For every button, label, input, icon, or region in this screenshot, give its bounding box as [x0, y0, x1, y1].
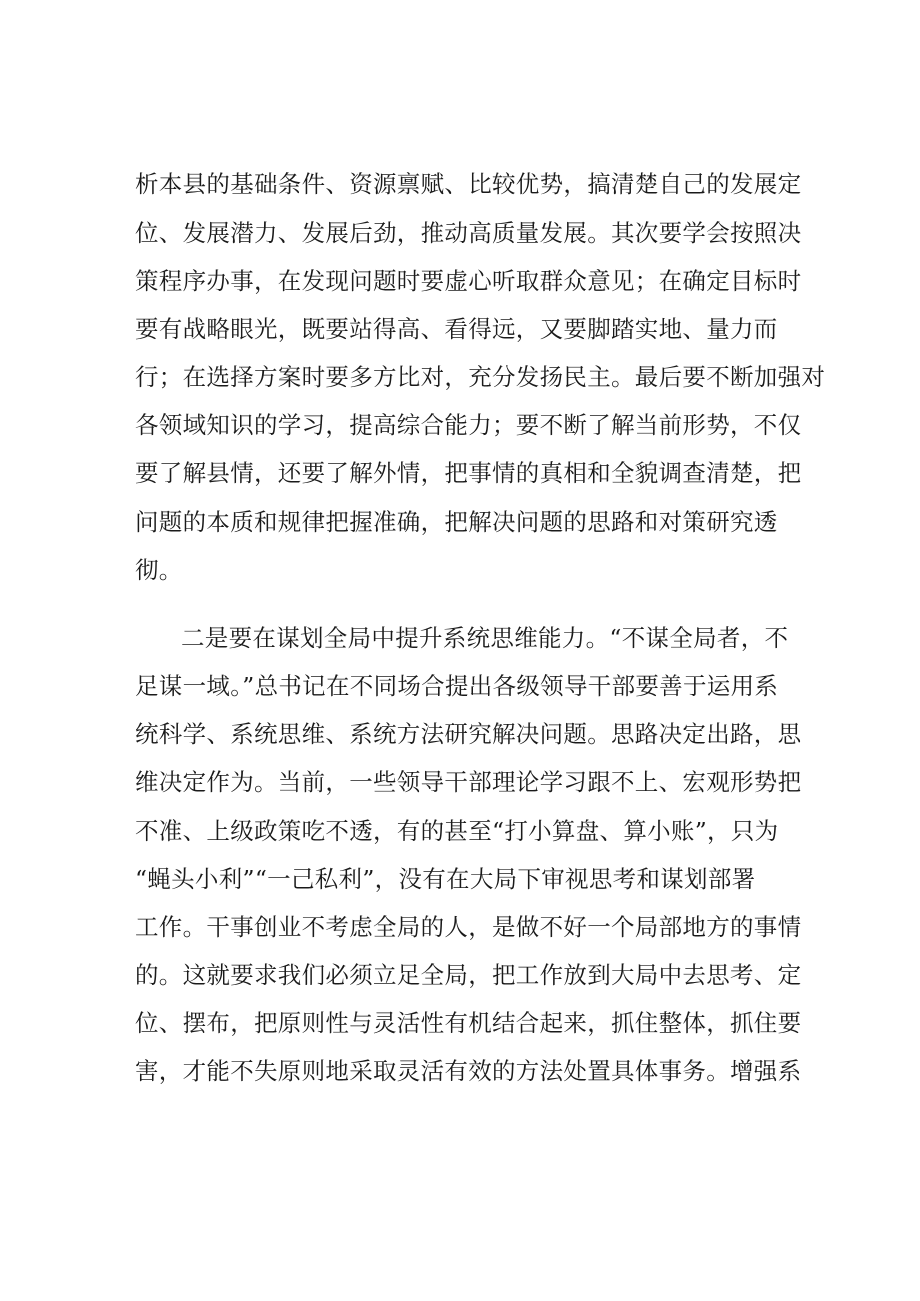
text-line: 维决定作为。当前，一些领导干部理论学习跟不上、宏观形势把 [135, 768, 802, 796]
text-line: 析本县的基础条件、资源禀赋、比较优势，搞清楚自己的发展定 [135, 170, 802, 198]
text-line: 工作。干事创业不考虑全局的人，是做不好一个局部地方的事情 [135, 913, 802, 941]
text-line: 问题的本质和规律把握准确，把解决问题的思路和对策研究透 [135, 508, 778, 536]
text-line: “蝇头小利”“一己私利”，没有在大局下审视思考和谋划部署 [135, 865, 756, 893]
text-line: 位、摆布，把原则性与灵活性有机结合起来，抓住整体，抓住要 [135, 1009, 802, 1037]
text-line: 策程序办事，在发现问题时要虚心听取群众意见；在确定目标时 [135, 267, 802, 295]
text-line: 不准、上级政策吃不透，有的甚至“打小算盘、算小账”，只为 [135, 817, 779, 845]
text-line: 要了解县情，还要了解外情，把事情的真相和全貌调查清楚，把 [135, 459, 802, 487]
text-line: 统科学、系统思维、系统方法研究解决问题。思路决定出路，思 [135, 720, 802, 748]
text-line: 足谋一域。”总书记在不同场合提出各级领导干部要善于运用系 [135, 672, 779, 700]
text-line: 的。这就要求我们必须立足全局，把工作放到大局中去思考、定 [135, 961, 802, 989]
text-line: 害，才能不失原则地采取灵活有效的方法处置具体事务。增强系 [135, 1057, 802, 1085]
text-line: 要有战略眼光，既要站得高、看得远，又要脚踏实地、量力而 [135, 315, 778, 343]
text-line: 位、发展潜力、发展后劲，推动高质量发展。其次要学会按照决 [135, 219, 802, 247]
text-line: 二是要在谋划全局中提升系统思维能力。“不谋全局者，不 [181, 624, 789, 652]
text-line: 各领域知识的学习，提高综合能力；要不断了解当前形势，不仅 [135, 411, 802, 439]
text-line: 彻。 [135, 556, 183, 584]
text-line: 行；在选择方案时要多方比对，充分发扬民主。最后要不断加强对 [135, 363, 826, 391]
